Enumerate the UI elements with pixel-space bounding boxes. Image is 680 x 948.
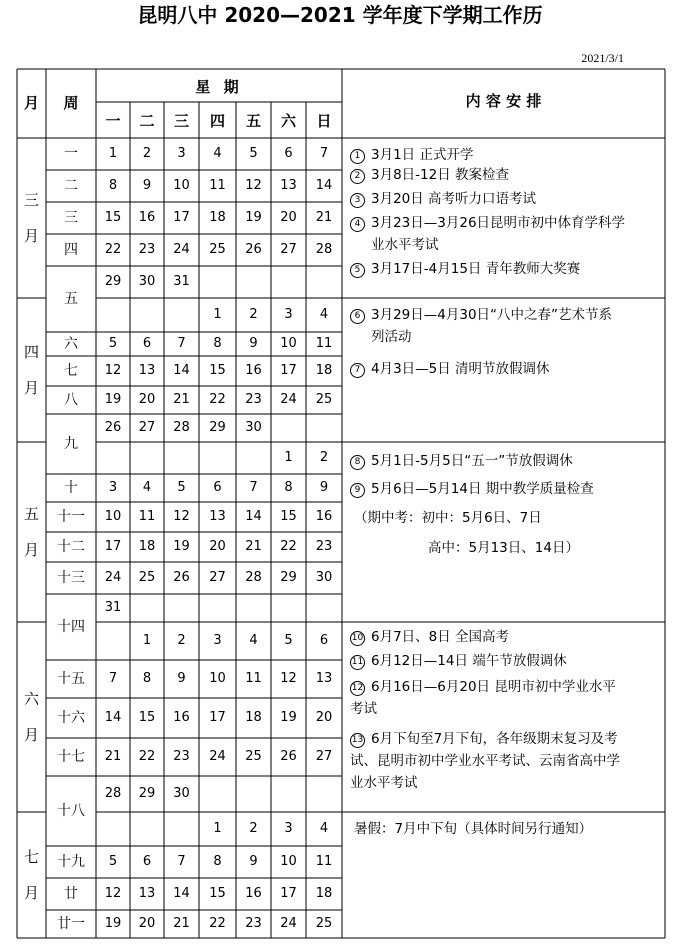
day-cell: 23 bbox=[245, 916, 262, 931]
day-cell: 10 bbox=[209, 671, 226, 686]
week-label: 十三 bbox=[57, 570, 85, 586]
header-weekday: 五 bbox=[245, 112, 261, 130]
day-cell: 3 bbox=[284, 307, 293, 322]
month-char: 四 bbox=[23, 343, 39, 361]
day-cell: 6 bbox=[284, 146, 293, 161]
week-label: 四 bbox=[64, 242, 78, 258]
day-cell: 19 bbox=[104, 392, 122, 407]
day-cell: 21 bbox=[315, 210, 333, 225]
circled-number: 3 bbox=[350, 193, 365, 208]
day-cell: 8 bbox=[213, 854, 222, 869]
day-cell: 14 bbox=[173, 363, 190, 378]
day-cell: 8 bbox=[213, 336, 222, 351]
day-cell: 5 bbox=[108, 336, 118, 351]
day-cell: 9 bbox=[249, 854, 258, 869]
note-text: 3月20日 高考听力口语考试 bbox=[371, 191, 537, 207]
day-cell: 21 bbox=[173, 916, 190, 931]
day-cell: 9 bbox=[142, 178, 152, 193]
day-cell: 28 bbox=[173, 420, 190, 435]
day-cell: 29 bbox=[280, 570, 297, 585]
day-cell: 26 bbox=[173, 570, 190, 585]
day-cell: 2 bbox=[249, 307, 258, 322]
day-cell: 26 bbox=[104, 420, 122, 435]
week-label: 九 bbox=[64, 436, 78, 452]
note-item bbox=[350, 650, 567, 672]
week-label: 十七 bbox=[57, 749, 85, 765]
note-text: 6月7日、8日 全国高考 bbox=[371, 629, 510, 645]
day-cell: 12 bbox=[104, 886, 122, 901]
day-cell: 6 bbox=[142, 854, 152, 869]
note-line bbox=[350, 164, 509, 186]
day-cell: 25 bbox=[245, 749, 262, 764]
note-line bbox=[350, 188, 536, 210]
day-cell: 30 bbox=[173, 786, 190, 801]
week-label: 八 bbox=[64, 392, 78, 408]
day-cell: 22 bbox=[209, 392, 226, 407]
day-cell: 18 bbox=[209, 210, 226, 225]
month-char: 月 bbox=[23, 884, 39, 902]
day-cell: 31 bbox=[173, 274, 190, 289]
day-cell: 3 bbox=[108, 480, 118, 495]
day-cell: 4 bbox=[319, 307, 329, 322]
day-cell: 28 bbox=[315, 242, 333, 257]
note-line bbox=[350, 650, 567, 672]
note-item bbox=[350, 818, 592, 840]
day-cell: 5 bbox=[108, 854, 118, 869]
week-label: 十六 bbox=[57, 710, 85, 726]
header-weekday: 四 bbox=[209, 112, 225, 130]
day-cell: 1 bbox=[142, 633, 152, 648]
note-line bbox=[350, 537, 579, 559]
day-cell: 29 bbox=[138, 786, 156, 801]
day-cell: 7 bbox=[108, 671, 118, 686]
day-cell: 4 bbox=[142, 480, 152, 495]
note-line bbox=[350, 358, 550, 380]
note-item bbox=[350, 258, 580, 280]
day-cell: 30 bbox=[138, 274, 156, 289]
day-cell: 23 bbox=[245, 392, 262, 407]
day-cell: 27 bbox=[209, 570, 226, 585]
month-char: 七 bbox=[23, 848, 39, 866]
day-cell: 10 bbox=[280, 854, 297, 869]
week-label: 十 bbox=[64, 480, 78, 496]
day-cell: 19 bbox=[280, 710, 297, 725]
day-cell: 17 bbox=[209, 710, 226, 725]
day-cell: 4 bbox=[213, 146, 222, 161]
day-cell: 22 bbox=[138, 749, 156, 764]
day-cell: 5 bbox=[177, 480, 186, 495]
day-cell: 24 bbox=[173, 242, 190, 257]
week-label: 七 bbox=[64, 363, 78, 379]
day-cell: 16 bbox=[245, 886, 262, 901]
note-line bbox=[350, 478, 594, 500]
circled-number: 1 bbox=[350, 149, 365, 164]
day-cell: 28 bbox=[104, 786, 122, 801]
day-cell: 12 bbox=[245, 178, 262, 193]
note-line bbox=[350, 507, 542, 529]
day-cell: 22 bbox=[280, 539, 297, 554]
header-weekday: 日 bbox=[316, 112, 332, 130]
note-text: 3月17日-4月15日 青年教师大奖赛 bbox=[371, 261, 581, 277]
month-label bbox=[17, 681, 46, 753]
circled-number: 6 bbox=[350, 309, 365, 324]
day-cell: 14 bbox=[245, 509, 262, 524]
day-cell: 14 bbox=[315, 178, 333, 193]
day-cell: 25 bbox=[138, 570, 156, 585]
day-cell: 6 bbox=[319, 633, 329, 648]
note-text: 高中：5月13日、14日） bbox=[428, 540, 579, 556]
day-cell: 13 bbox=[138, 886, 156, 901]
day-cell: 11 bbox=[245, 671, 262, 686]
note-text: 业水平考试 bbox=[350, 775, 418, 791]
day-cell: 18 bbox=[138, 539, 156, 554]
day-cell: 16 bbox=[173, 710, 190, 725]
day-cell: 2 bbox=[142, 146, 152, 161]
day-cell: 17 bbox=[104, 539, 122, 554]
day-cell: 10 bbox=[173, 178, 190, 193]
day-cell: 19 bbox=[104, 916, 122, 931]
note-item bbox=[350, 212, 625, 256]
month-char: 月 bbox=[23, 379, 39, 397]
note-line bbox=[350, 304, 612, 326]
circled-number: 9 bbox=[350, 483, 365, 498]
day-cell: 8 bbox=[108, 178, 118, 193]
day-cell: 30 bbox=[315, 570, 333, 585]
note-item bbox=[350, 507, 542, 529]
note-text: 3月29日—4月30日“八中之春”艺术节系 bbox=[371, 307, 613, 323]
day-cell: 17 bbox=[280, 886, 297, 901]
note-text: 考试 bbox=[350, 701, 377, 717]
note-item bbox=[350, 450, 573, 472]
circled-number: 5 bbox=[350, 263, 365, 278]
note-line bbox=[350, 258, 580, 280]
day-cell: 23 bbox=[138, 242, 156, 257]
day-cell: 15 bbox=[209, 363, 226, 378]
day-cell: 1 bbox=[108, 146, 118, 161]
note-item bbox=[350, 728, 620, 794]
note-item bbox=[350, 478, 594, 500]
circled-number: 12 bbox=[350, 681, 365, 696]
day-cell: 9 bbox=[319, 480, 329, 495]
page-title: 昆明八中 2020—2021 学年度下学期工作历 bbox=[137, 3, 543, 27]
day-cell: 15 bbox=[138, 710, 156, 725]
day-cell: 28 bbox=[245, 570, 262, 585]
header-weekday: 二 bbox=[139, 112, 155, 130]
day-cell: 22 bbox=[209, 916, 226, 931]
day-cell: 10 bbox=[280, 336, 297, 351]
day-cell: 17 bbox=[173, 210, 190, 225]
note-text: 3月8日-12日 教案检查 bbox=[371, 167, 510, 183]
day-cell: 20 bbox=[315, 710, 333, 725]
day-cell: 13 bbox=[138, 363, 156, 378]
day-cell: 3 bbox=[284, 821, 293, 836]
month-label bbox=[17, 334, 46, 406]
month-label bbox=[17, 182, 46, 254]
day-cell: 14 bbox=[104, 710, 122, 725]
circled-number: 10 bbox=[350, 631, 365, 646]
day-cell: 11 bbox=[209, 178, 226, 193]
month-char: 三 bbox=[23, 191, 39, 209]
note-item bbox=[350, 676, 616, 720]
day-cell: 27 bbox=[138, 420, 156, 435]
day-cell: 12 bbox=[173, 509, 190, 524]
day-cell: 1 bbox=[213, 821, 222, 836]
day-cell: 9 bbox=[249, 336, 258, 351]
note-item bbox=[350, 144, 473, 166]
day-cell: 21 bbox=[245, 539, 262, 554]
month-label bbox=[17, 496, 46, 568]
day-cell: 6 bbox=[213, 480, 222, 495]
note-item bbox=[350, 188, 536, 210]
day-cell: 20 bbox=[138, 916, 156, 931]
week-label: 二 bbox=[64, 178, 78, 194]
week-label: 十二 bbox=[57, 539, 85, 555]
day-cell: 20 bbox=[280, 210, 297, 225]
header-week: 周 bbox=[63, 94, 79, 112]
circled-number: 11 bbox=[350, 655, 365, 670]
week-label: 三 bbox=[64, 210, 78, 226]
day-cell: 11 bbox=[315, 854, 333, 869]
day-cell: 23 bbox=[173, 749, 190, 764]
week-label: 五 bbox=[64, 291, 78, 307]
note-line bbox=[350, 234, 625, 256]
week-label: 十五 bbox=[57, 671, 85, 687]
day-cell: 20 bbox=[138, 392, 156, 407]
day-cell: 8 bbox=[284, 480, 293, 495]
week-label: 十八 bbox=[57, 803, 85, 819]
header-weekday: 一 bbox=[105, 112, 121, 130]
day-cell: 15 bbox=[209, 886, 226, 901]
day-cell: 29 bbox=[104, 274, 122, 289]
week-label: 廿一 bbox=[57, 916, 85, 932]
month-char: 六 bbox=[23, 690, 39, 708]
day-cell: 25 bbox=[315, 916, 333, 931]
note-item bbox=[350, 164, 509, 186]
week-label: 廿 bbox=[64, 886, 78, 902]
day-cell: 15 bbox=[104, 210, 122, 225]
day-cell: 29 bbox=[209, 420, 226, 435]
day-cell: 7 bbox=[249, 480, 258, 495]
note-line bbox=[350, 698, 616, 720]
note-item bbox=[350, 537, 579, 559]
note-line bbox=[350, 728, 620, 750]
day-cell: 18 bbox=[315, 363, 333, 378]
note-text: 6月12日—14日 端午节放假调休 bbox=[371, 653, 567, 669]
day-cell: 13 bbox=[315, 671, 333, 686]
day-cell: 1 bbox=[284, 450, 293, 465]
day-cell: 20 bbox=[209, 539, 226, 554]
day-cell: 3 bbox=[177, 146, 186, 161]
week-label: 十九 bbox=[57, 854, 85, 870]
note-line bbox=[350, 750, 620, 772]
day-cell: 17 bbox=[280, 363, 297, 378]
circled-number: 13 bbox=[350, 733, 365, 748]
day-cell: 19 bbox=[173, 539, 190, 554]
note-item bbox=[350, 358, 550, 380]
day-cell: 18 bbox=[315, 886, 333, 901]
day-cell: 4 bbox=[249, 633, 258, 648]
note-text: （期中考：初中：5月6日、7日 bbox=[354, 510, 542, 526]
day-cell: 16 bbox=[138, 210, 156, 225]
circled-number: 8 bbox=[350, 455, 365, 470]
week-label: 六 bbox=[64, 336, 78, 352]
note-text: 试、昆明市初中学业水平考试、云南省高中学 bbox=[350, 753, 620, 769]
week-label: 一 bbox=[64, 146, 78, 162]
day-cell: 16 bbox=[245, 363, 262, 378]
day-cell: 24 bbox=[209, 749, 226, 764]
day-cell: 10 bbox=[104, 509, 122, 524]
note-text: 列活动 bbox=[371, 329, 412, 345]
note-line bbox=[350, 818, 592, 840]
day-cell: 31 bbox=[104, 600, 122, 615]
note-line bbox=[350, 144, 473, 166]
day-cell: 11 bbox=[315, 336, 333, 351]
header-weekday: 三 bbox=[173, 112, 189, 130]
note-item bbox=[350, 304, 612, 348]
day-cell: 7 bbox=[177, 336, 186, 351]
header-content: 内 容 安 排 bbox=[465, 92, 542, 110]
document-date: 2021/3/1 bbox=[581, 51, 624, 65]
circled-number: 7 bbox=[350, 363, 365, 378]
note-line bbox=[350, 212, 625, 234]
day-cell: 23 bbox=[315, 539, 333, 554]
month-char: 月 bbox=[23, 541, 39, 559]
day-cell: 21 bbox=[173, 392, 190, 407]
month-label bbox=[17, 839, 46, 911]
day-cell: 27 bbox=[280, 242, 297, 257]
day-cell: 11 bbox=[138, 509, 156, 524]
month-char: 月 bbox=[23, 227, 39, 245]
day-cell: 6 bbox=[142, 336, 152, 351]
day-cell: 13 bbox=[209, 509, 226, 524]
header-month: 月 bbox=[23, 94, 39, 112]
day-cell: 1 bbox=[213, 307, 222, 322]
week-label: 十一 bbox=[57, 509, 85, 525]
note-text: 5月1日-5月5日“五一”节放假调休 bbox=[371, 453, 573, 469]
header-weekday-group: 星 期 bbox=[195, 78, 243, 96]
day-cell: 30 bbox=[245, 420, 262, 435]
note-line bbox=[350, 326, 612, 348]
day-cell: 4 bbox=[319, 821, 329, 836]
day-cell: 16 bbox=[315, 509, 333, 524]
day-cell: 24 bbox=[280, 916, 297, 931]
note-text: 业水平考试 bbox=[371, 237, 439, 253]
day-cell: 24 bbox=[280, 392, 297, 407]
day-cell: 2 bbox=[249, 821, 258, 836]
note-text: 暑假：7月中下旬（具体时间另行通知） bbox=[354, 821, 593, 837]
day-cell: 12 bbox=[280, 671, 297, 686]
note-text: 3月1日 正式开学 bbox=[371, 147, 474, 163]
note-text: 6月下旬至7月下旬，各年级期末复习及考 bbox=[371, 731, 618, 747]
day-cell: 9 bbox=[177, 671, 186, 686]
month-char: 五 bbox=[23, 505, 39, 523]
week-label: 十四 bbox=[57, 619, 85, 635]
day-cell: 14 bbox=[173, 886, 190, 901]
month-char: 月 bbox=[23, 726, 39, 744]
day-cell: 5 bbox=[284, 633, 293, 648]
circled-number: 2 bbox=[350, 169, 365, 184]
day-cell: 19 bbox=[245, 210, 262, 225]
day-cell: 27 bbox=[315, 749, 333, 764]
note-text: 3月23日—3月26日昆明市初中体育学科学 bbox=[371, 215, 626, 231]
day-cell: 25 bbox=[315, 392, 333, 407]
note-line bbox=[350, 626, 509, 648]
note-line bbox=[350, 676, 616, 698]
circled-number: 4 bbox=[350, 217, 365, 232]
day-cell: 2 bbox=[177, 633, 186, 648]
day-cell: 26 bbox=[245, 242, 262, 257]
day-cell: 13 bbox=[280, 178, 297, 193]
note-text: 4月3日—5日 清明节放假调休 bbox=[371, 361, 550, 377]
note-item bbox=[350, 626, 509, 648]
note-line bbox=[350, 450, 573, 472]
day-cell: 7 bbox=[319, 146, 329, 161]
day-cell: 7 bbox=[177, 854, 186, 869]
day-cell: 18 bbox=[245, 710, 262, 725]
day-cell: 15 bbox=[280, 509, 297, 524]
day-cell: 12 bbox=[104, 363, 122, 378]
day-cell: 2 bbox=[319, 450, 329, 465]
day-cell: 26 bbox=[280, 749, 297, 764]
day-cell: 22 bbox=[104, 242, 122, 257]
day-cell: 3 bbox=[213, 633, 222, 648]
day-cell: 21 bbox=[104, 749, 122, 764]
day-cell: 8 bbox=[142, 671, 152, 686]
header-weekday: 六 bbox=[280, 112, 296, 130]
day-cell: 25 bbox=[209, 242, 226, 257]
note-line bbox=[350, 772, 620, 794]
day-cell: 24 bbox=[104, 570, 122, 585]
note-text: 5月6日—5月14日 期中教学质量检查 bbox=[371, 481, 594, 497]
note-text: 6月16日—6月20日 昆明市初中学业水平 bbox=[371, 679, 616, 695]
day-cell: 5 bbox=[249, 146, 258, 161]
